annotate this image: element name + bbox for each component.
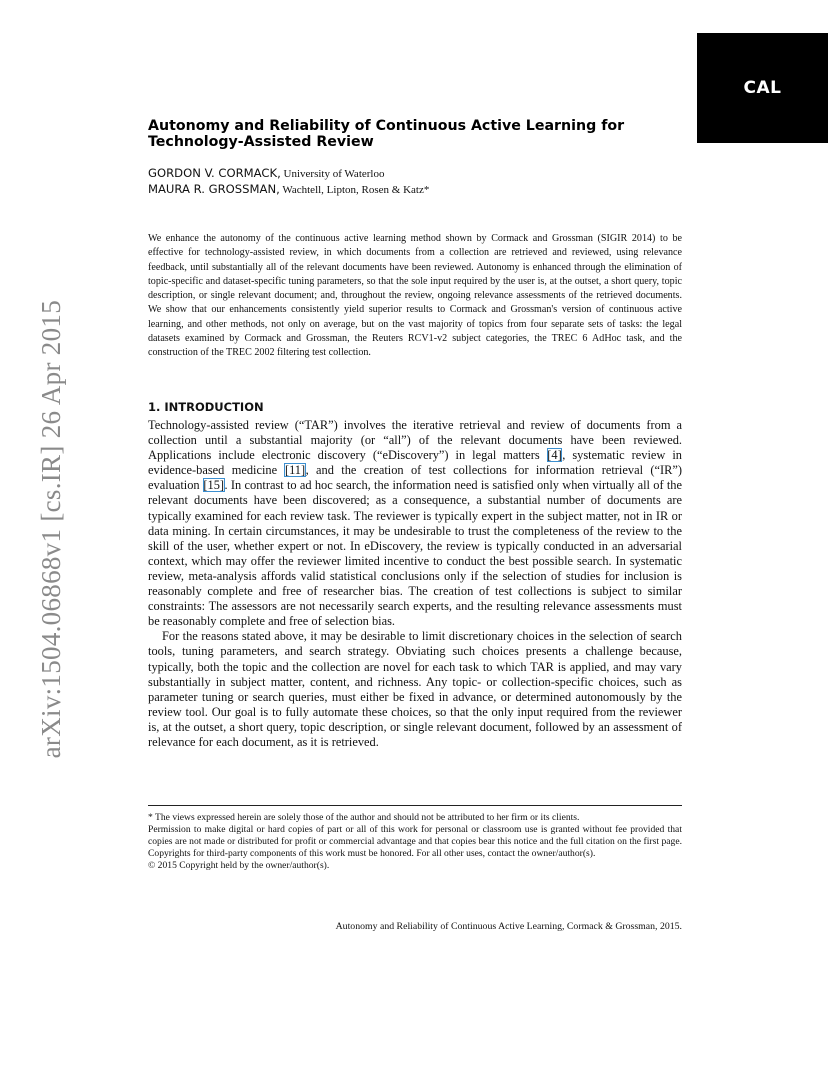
footnote-divider bbox=[148, 805, 682, 806]
text-run: Technology-assisted review (“TAR”) involves the iterative retrieval and review of documents from a collection until a substantial majority (or “all”) of the relevant documents have been reviewed. Applications include electronic discovery (“eDiscovery”) in legal matters bbox=[148, 418, 682, 463]
running-footer: Autonomy and Reliability of Continuous Active Learning, Cormack & Grossman, 2015. bbox=[335, 921, 682, 932]
author-name: GORDON V. CORMACK, bbox=[148, 166, 281, 180]
abstract: We enhance the autonomy of the continuous active learning method shown by Cormack and Grossman (SIGIR 2014) to be effective for technology-assisted review, in which documents from a collection are retrieved and reviewed, using relevance feedback, until substantially all of the relevant documents have been reviewed. Autonomy is enhanced through the elimination of topic-specific and dataset-specific tuning parameters, so that the sole input required by the user is, at the outset, a short query, topic description, or single relevant document; and, throughout the review, ongoing relevance assessments of the retrieved documents. We show that our enhancements consistently yield superior results to Cormack and Grossman's version of continuous active learning, and other methods, not only on average, but on the vast majority of topics from four separate sets of tasks: the legal datasets examined by Cormack and Grossman, the Reuters RCV1-v2 subject categories, the TREC 6 AdHoc task, and the construction of the TREC 2002 filtering test collection. bbox=[148, 233, 682, 359]
author-affiliation: University of Waterloo bbox=[280, 168, 385, 180]
text-run: , systematic review in evidence-based medicine bbox=[148, 448, 683, 478]
footnotes bbox=[148, 812, 682, 872]
footnote-permission: Permission to make digital or hard copies of part or all of this work for personal or classroom use is granted without fee provided that copies are not made or distributed for profit or commercial advantage and that copies bear this notice and the full citation on the first page. Copyrights for third-party components of this work must be honored. For all other uses, contact the owner/author(s). bbox=[148, 824, 682, 860]
footnote-copyright: © 2015 Copyright held by the owner/author(s). bbox=[148, 860, 330, 872]
citation-link[interactable]: [15] bbox=[203, 478, 225, 493]
text-run: , and the creation of test collections for information retrieval (“IR”) evaluation bbox=[148, 463, 682, 493]
paragraph-1 bbox=[148, 418, 682, 629]
cal-tab-label: CAL bbox=[743, 78, 782, 98]
citation-link[interactable]: [11] bbox=[284, 463, 306, 478]
author-name: MAURA R. GROSSMAN, bbox=[148, 182, 280, 196]
text-run: . In contrast to ad hoc search, the information need is satisfied only when virtually all of the relevant documents have been discovered; as a consequence, a substantial number of documents are typically examined for each review task. The reviewer is typically expert in the subject matter, not in IR or data mining. In certain circumstances, it may be undesirable to trust the completeness of the review to the skill of the user, whether expert or not. In eDiscovery, the review is typically conducted in an adversarial context, which may offer the reviewer limited incentive to conduct the best possible search. In systematic review, meta-analysis affords valid statistical conclusions only if the selection of studies for inclusion is reasonably complete and free of researcher bias. The creation of test collections is subject to similar constraints: The assessors are not necessarily search experts, and the resulting relevance assessments must be reasonably complete and free of selection bias. bbox=[148, 478, 682, 629]
paper-title: Autonomy and Reliability of Continuous Active Learning for Technology-Assisted Review bbox=[148, 118, 625, 150]
citation-link[interactable]: [4] bbox=[547, 448, 562, 463]
author-affiliation: Wachtell, Lipton, Rosen & Katz* bbox=[279, 184, 430, 196]
cal-tab bbox=[697, 33, 828, 143]
section-heading: 1. INTRODUCTION bbox=[148, 400, 264, 414]
introduction-body bbox=[148, 418, 682, 750]
arxiv-stamp-text: arXiv:1504.06868v1 [cs.IR] 26 Apr 2015 bbox=[36, 300, 66, 759]
author-list bbox=[148, 166, 648, 198]
author-1 bbox=[148, 166, 648, 182]
paragraph-2: For the reasons stated above, it may be desirable to limit discretionary choices in the selection of search tools, tuning parameters, and search strategy. Obviating such choices presents a challenge because, typically, both the topic and the collection are novel for each task to which TAR is applied, and may vary substantially in subject matter, content, and richness. Any topic- or collection-specific choices, such as parameter tuning or search queries, must either be fixed in advance, or determined autonomously by the review tool. Our goal is to fully automate these choices, so that the only input required from the reviewer is, at the outset, a short query, topic description, or single relevant document, followed by an assessment of relevance for each document, as it is retrieved. bbox=[148, 629, 682, 749]
author-2 bbox=[148, 182, 648, 198]
footnote-disclaimer: * The views expressed herein are solely those of the author and should not be attributed to her firm or its clients. bbox=[148, 812, 580, 823]
